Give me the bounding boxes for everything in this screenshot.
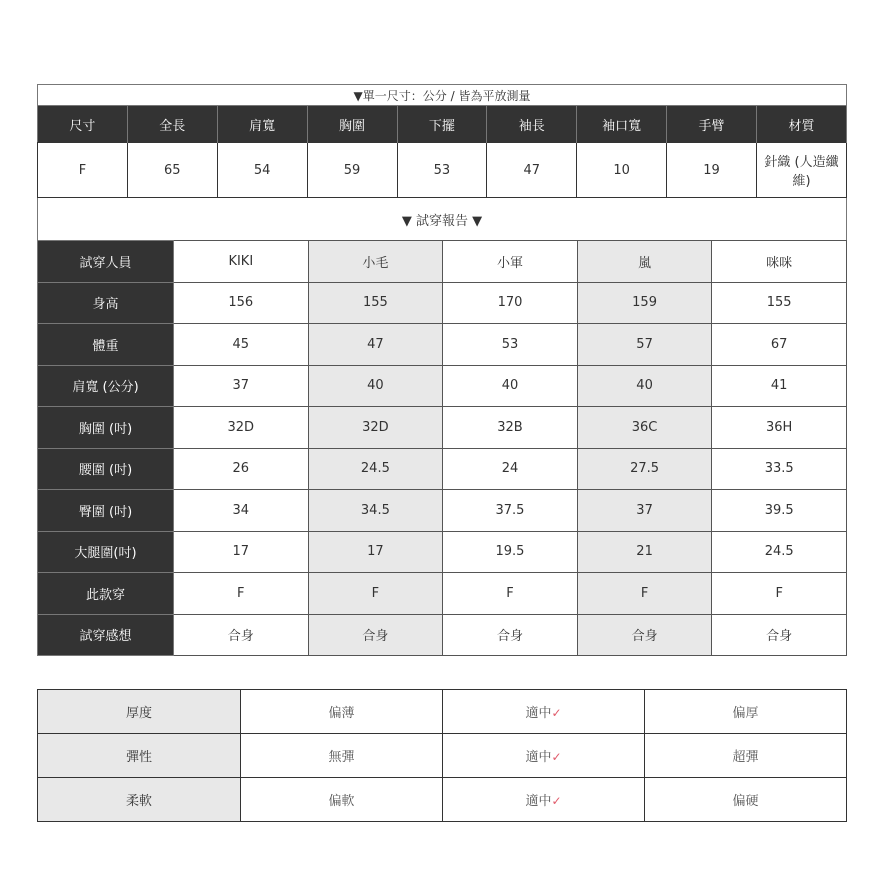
trial-cell: 33.5	[712, 448, 847, 490]
trial-cell: 34.5	[308, 490, 443, 532]
trial-cell: F	[174, 573, 309, 615]
fabric-option	[443, 690, 645, 734]
trial-row-label: 腰圍 (吋)	[38, 448, 174, 490]
trial-cell: 170	[443, 282, 578, 324]
trial-row-label: 胸圍 (吋)	[38, 407, 174, 449]
size-value-cell: 53	[397, 143, 487, 198]
fabric-option-text: 適中	[525, 750, 552, 765]
trial-cell: 37	[174, 365, 309, 407]
fabric-option-text: 偏厚	[732, 706, 759, 721]
trial-people-row	[38, 241, 847, 283]
trial-row	[38, 573, 847, 615]
check-icon: ✓	[551, 750, 562, 764]
trial-cell: 41	[712, 365, 847, 407]
size-header-cell: 袖長	[487, 106, 577, 143]
fabric-row	[38, 690, 847, 734]
fabric-option-text: 超彈	[732, 750, 759, 765]
trial-cell: 36H	[712, 407, 847, 449]
fabric-option-text: 偏薄	[328, 706, 355, 721]
check-icon: ✓	[551, 794, 562, 808]
fabric-option-text: 偏硬	[732, 794, 759, 809]
fabric-label: 厚度	[38, 690, 241, 734]
trial-cell: F	[308, 573, 443, 615]
trial-cell: 24.5	[712, 531, 847, 573]
trial-cell: 32D	[174, 407, 309, 449]
trial-row-label: 此款穿	[38, 573, 174, 615]
fabric-option	[241, 734, 443, 778]
trial-cell: 34	[174, 490, 309, 532]
trial-cell: 40	[308, 365, 443, 407]
trial-cell: 合身	[577, 614, 712, 656]
size-header-row	[38, 106, 847, 143]
trial-row	[38, 324, 847, 366]
trial-cell: 67	[712, 324, 847, 366]
fabric-label: 彈性	[38, 734, 241, 778]
trial-cell: 39.5	[712, 490, 847, 532]
size-header-cell: 肩寬	[217, 106, 307, 143]
size-value-cell: 65	[127, 143, 217, 198]
fabric-option	[645, 734, 847, 778]
trial-row	[38, 407, 847, 449]
trial-row-label: 試穿人員	[38, 241, 174, 283]
trial-row	[38, 531, 847, 573]
trial-cell: 合身	[174, 614, 309, 656]
trial-row-label: 體重	[38, 324, 174, 366]
trial-cell: 40	[443, 365, 578, 407]
trial-cell: 159	[577, 282, 712, 324]
trial-cell: 53	[443, 324, 578, 366]
size-value-cell: 19	[667, 143, 757, 198]
trial-cell: 17	[308, 531, 443, 573]
trial-cell: 40	[577, 365, 712, 407]
size-table	[37, 84, 847, 241]
trial-person-name: KIKI	[174, 241, 309, 283]
trial-cell: 32D	[308, 407, 443, 449]
fabric-label: 柔軟	[38, 778, 241, 822]
trial-cell: 37.5	[443, 490, 578, 532]
trial-cell: 37	[577, 490, 712, 532]
size-header-cell: 材質	[757, 106, 847, 143]
trial-cell: 45	[174, 324, 309, 366]
size-header-cell: 尺寸	[38, 106, 128, 143]
fabric-option	[241, 778, 443, 822]
size-header-cell: 全長	[127, 106, 217, 143]
trial-cell: 24.5	[308, 448, 443, 490]
trial-row-label: 試穿感想	[38, 614, 174, 656]
trial-cell: 17	[174, 531, 309, 573]
trial-cell: 合身	[308, 614, 443, 656]
trial-row	[38, 614, 847, 656]
trial-cell: 合身	[712, 614, 847, 656]
fabric-option-text: 適中	[525, 706, 552, 721]
fabric-option	[645, 778, 847, 822]
trial-cell: 155	[308, 282, 443, 324]
trial-cell: F	[577, 573, 712, 615]
fabric-row	[38, 778, 847, 822]
size-value-cell: 54	[217, 143, 307, 198]
size-header-cell: 下擺	[397, 106, 487, 143]
trial-cell: 57	[577, 324, 712, 366]
trial-row	[38, 448, 847, 490]
trial-cell: F	[443, 573, 578, 615]
fabric-row	[38, 734, 847, 778]
trial-person-name: 小毛	[308, 241, 443, 283]
size-value-row	[38, 143, 847, 198]
trial-cell: 155	[712, 282, 847, 324]
trial-cell: F	[712, 573, 847, 615]
size-value-cell: 47	[487, 143, 577, 198]
size-header-cell: 手臂	[667, 106, 757, 143]
fabric-option	[443, 778, 645, 822]
fabric-option	[443, 734, 645, 778]
trial-cell: 24	[443, 448, 578, 490]
size-value-cell: 59	[307, 143, 397, 198]
trial-row	[38, 282, 847, 324]
size-value-cell: F	[38, 143, 128, 198]
trial-row	[38, 365, 847, 407]
size-header-cell: 袖口寬	[577, 106, 667, 143]
fabric-table	[37, 689, 847, 822]
size-value-cell: 針織 (人造纖維)	[757, 143, 847, 198]
fabric-option-text: 偏軟	[328, 794, 355, 809]
trial-cell: 156	[174, 282, 309, 324]
trial-row-label: 肩寬 (公分)	[38, 365, 174, 407]
check-icon: ✓	[551, 706, 562, 720]
trial-cell: 21	[577, 531, 712, 573]
trial-table	[37, 240, 847, 656]
trial-row-label: 大腿圍(吋)	[38, 531, 174, 573]
trial-cell: 19.5	[443, 531, 578, 573]
trial-cell: 合身	[443, 614, 578, 656]
trial-row-label: 身高	[38, 282, 174, 324]
size-value-cell: 10	[577, 143, 667, 198]
trial-row	[38, 490, 847, 532]
size-header-cell: 胸圍	[307, 106, 397, 143]
trial-cell: 27.5	[577, 448, 712, 490]
fabric-option	[645, 690, 847, 734]
trial-report-title: ▼ 試穿報告 ▼	[38, 198, 847, 241]
fabric-option	[241, 690, 443, 734]
fabric-option-text: 適中	[525, 794, 552, 809]
trial-cell: 26	[174, 448, 309, 490]
size-caption: ▼單一尺寸：公分 / 皆為平放測量	[38, 85, 847, 106]
trial-person-name: 咪咪	[712, 241, 847, 283]
trial-person-name: 小軍	[443, 241, 578, 283]
trial-cell: 47	[308, 324, 443, 366]
fabric-option-text: 無彈	[328, 750, 355, 765]
trial-row-label: 臀圍 (吋)	[38, 490, 174, 532]
trial-cell: 32B	[443, 407, 578, 449]
trial-person-name: 嵐	[577, 241, 712, 283]
trial-cell: 36C	[577, 407, 712, 449]
